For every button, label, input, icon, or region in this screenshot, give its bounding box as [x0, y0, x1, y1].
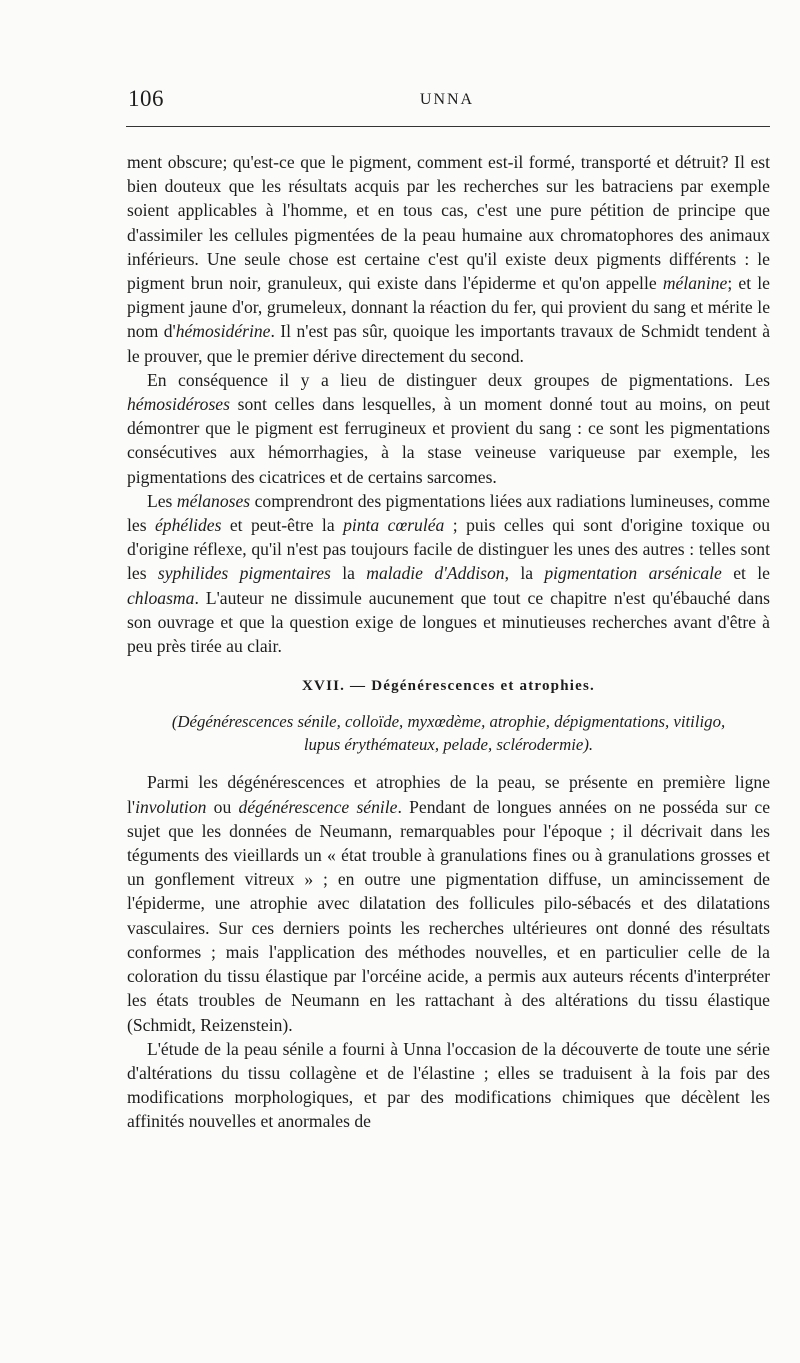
text-run: et peut-être la: [221, 515, 344, 536]
italic-term: syphilides pigmentaires: [157, 563, 331, 584]
italic-term: pigmentation arsénicale: [544, 563, 722, 584]
text-run: Parmi les dégénérescences et atrophies de la peau, se présente en première ligne l': [127, 772, 770, 817]
chapter-heading: XVII. — Dégénérescences et atrophies.: [302, 678, 595, 695]
text-run: la: [330, 563, 367, 584]
italic-term: maladie d'Addison: [366, 563, 505, 584]
text-run: ; puis celles qui sont d'origine toxique ou d'origine réflexe, qu'il n'est pas toujours facile de distinguer les unes des autres : telles sont les: [127, 515, 770, 584]
italic-term: hémosidérine: [175, 321, 271, 342]
italic-term: involution: [135, 796, 207, 817]
chapter-subtitle: [127, 710, 770, 756]
chapter-subtitle-line: lupus érythémateux, pelade, sclérodermie).: [303, 735, 594, 755]
text-run: Les: [147, 490, 177, 511]
paragraph-involution: [127, 770, 770, 1036]
text-run: . Il n'est pas sûr, quoique les importants travaux de Schmidt tendent à le prouver, que le premier dérive directement du second.: [127, 321, 771, 366]
italic-term: dégénérescence sénile: [238, 796, 398, 817]
italic-term: hémosidéroses: [127, 394, 230, 415]
italic-term: éphélides: [154, 515, 222, 536]
text-run: sont celles dans lesquelles, à un moment donné tout au moins, on peut démontrer que le pigment est ferrugineux et provient du sang : ce sont les pigmentations consécutives aux hémorrhagies, à la stase veineuse variqueuse par exemple, les pigmentations des cicatrices et de certains sarcomes.: [127, 394, 770, 487]
text-run: ou: [206, 796, 239, 817]
chapter-subtitle-line: (Dégénérescences sénile, colloïde, myxœdème, atrophie, dépigmentations, vitiligo,: [171, 712, 726, 732]
text-run: . Pendant de longues années on ne posséda sur ce sujet que les données de Neumann, remarquables pour l'époque ; il décrivait dans les téguments des vieillards un « état trouble à granulations fines ou à granulations grosses et un gonflement vitreux » ; en outre une pigmentation diffuse, un amincissement de l'épiderme, une atrophie avec dilatation des follicules pilo-sébacés et des dilatations vasculaires. Sur ces derniers points les recherches ultérieures ont donné des résultats conformes ; mais l'application des méthodes nouvelles, et en particulier celle de la coloration du tissu élastique par l'orcéine acide, a permis aux auteurs récents d'interpréter les états troubles de Neumann en les rattachant à des altérations du tissu élastique (Schmidt, Reizenstein).: [127, 796, 770, 1035]
header-rule: [126, 126, 770, 127]
text-run: ment obscure; qu'est-ce que le pigment, comment est-il formé, transporté et détruit? Il est bien douteux que les résultats acquis par les recherches sur les batraciens par exemple soient applicables à l'homme, et en tous cas, c'est une pure pétition de principe que d'assimiler les cellules pigmentées de la peau humaine aux chromatophores des animaux inférieurs. Une seule chose est certaine c'est qu'il existe deux pigments différents : le pigment brun noir, granuleux, qui existe dans l'épiderme et qu'on appelle: [127, 152, 770, 294]
paragraph-hemosideroses: [127, 368, 770, 489]
body-text: [127, 150, 770, 1134]
text-run: comprendront des pigmentations liées aux radiations lumineuses, comme les: [127, 490, 770, 536]
text-run: ; et le pigment jaune d'or, grumeleux, donnant la réaction du fer, qui provient du sang et mérite le nom d': [127, 273, 770, 342]
running-title: UNNA: [419, 91, 475, 108]
text-run: , la: [504, 563, 545, 584]
text-run: En conséquence il y a lieu de distinguer deux groupes de pigmentations. Les: [147, 369, 770, 390]
page-number: 106: [128, 86, 164, 111]
running-head: [124, 86, 770, 116]
text-run: . L'auteur ne dissimule aucunement que tout ce chapitre n'est qu'ébauché dans son ouvrage et que la question exige de longues et minutieuses recherches avant d'être à peu près tirée au clair.: [127, 587, 770, 657]
text-run: L'étude de la peau sénile a fourni à Unna l'occasion de la découverte de toute une série d'altérations du tissu collagène et de l'élastine ; elles se traduisent à la fois par des modifications morphologiques, et par des modifications chimiques que décèlent les affinités nouvelles et anormales de: [127, 1038, 770, 1132]
italic-term: mélanine: [662, 273, 728, 294]
text-run: et le: [721, 563, 770, 584]
italic-term: chloasma: [127, 587, 195, 608]
paragraph-melanoses: [127, 489, 770, 658]
italic-term: mélanoses: [176, 490, 251, 511]
italic-term: pinta cœruléa: [343, 515, 445, 536]
paragraph-peau-senile: [127, 1037, 770, 1134]
paragraph-pigment: [127, 150, 770, 368]
